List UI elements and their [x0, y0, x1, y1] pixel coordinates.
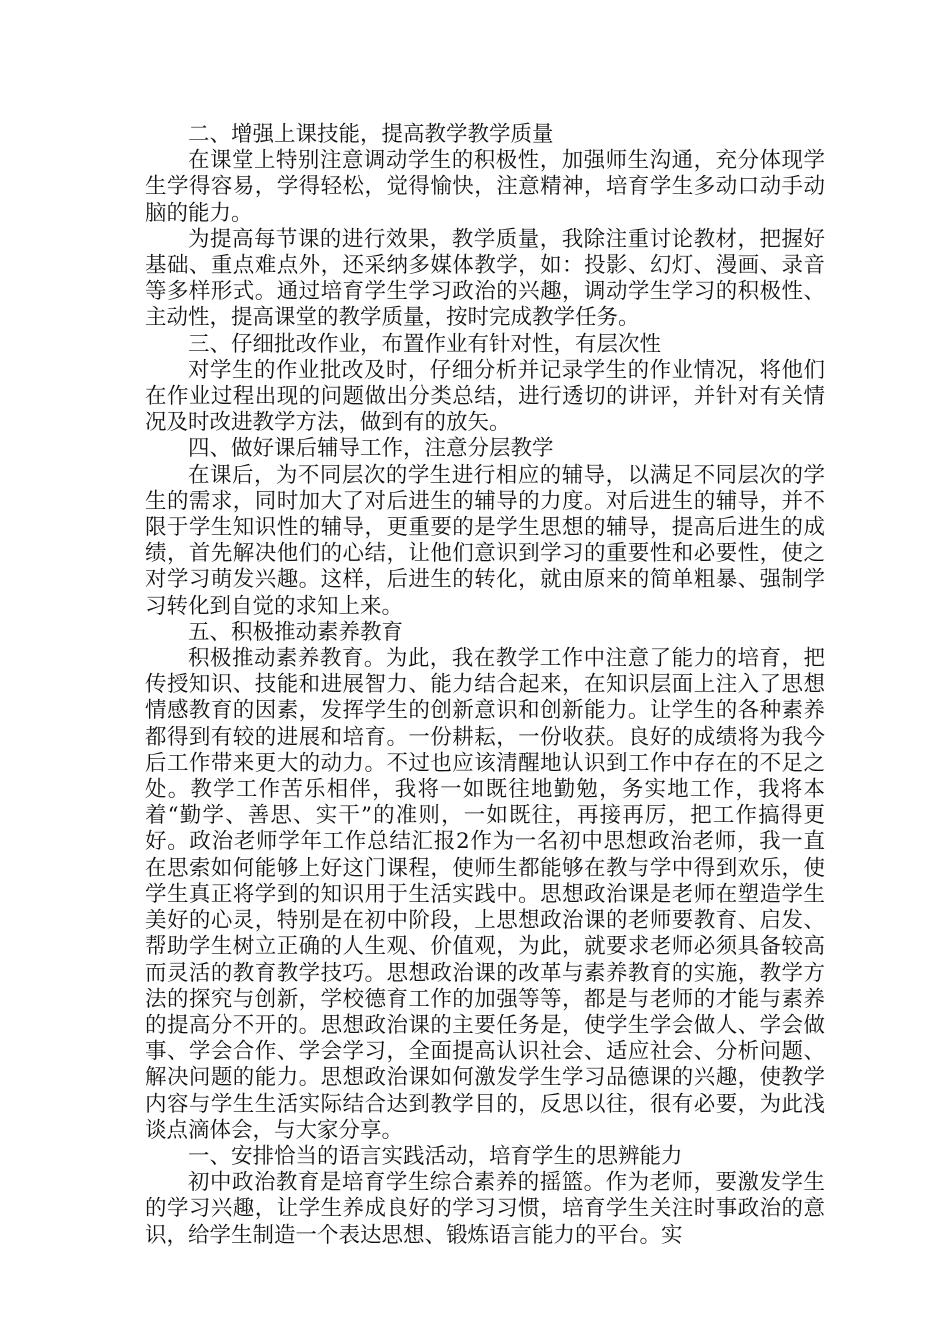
section-heading-1: 一、安排恰当的语言实践活动，培育学生的思辨能力 [188, 1143, 683, 1169]
paragraph: 在课堂上特别注意调动学生的积极性，加强师生沟通，充分体现学生学得容易，学得轻松，觉得愉快，注意精神，培育学生多动口动手动脑的能力。 [145, 148, 825, 226]
paragraph: 初中政治教育是培育学生综合素养的摇篮。作为老师，要激发学生的学习兴趣，让学生养成良好的学习习惯，培育学生关注时事政治的意识，给学生制造一个表达思想、锻炼语言能力的平台。实 [145, 1170, 825, 1248]
paragraph: 积极推动素养教育。为此，我在教学工作中注意了能力的培育，把传授知识、技能和进展智力、能力结合起来，在知识层面上注入了思想情感教育的因素，发挥学生的创新意识和创新能力。让学生的各种素养都得到有较的进展和培育。一份耕耘，一份收获。良好的成绩将为我今后工作带来更大的动力。不过也应该清醒地认识到工作中存在的不足之处。教学工作苦乐相伴，我将一如既往地勤勉，务实地工作，我将本着“勤学、善思、实干”的准则，一如既往，再接再厉，把工作搞得更好。政治老师学年工作总结汇报2作为一名初中思想政治老师，我一直在思索如何能够上好这门课程，使师生都能够在教与学中得到欢乐，使学生真正将学到的知识用于生活实践中。思想政治课是老师在塑造学生美好的心灵，特别是在初中阶段，上思想政治课的老师要教育、启发、帮助学生树立正确的人生观、价值观，为此，就要求老师必须具备较高而灵活的教育教学技巧。思想政治课的改革与素养教育的实施，教学方法的探究与创新，学校德育工作的加强等等，都是与老师的才能与素养的提高分不开的。思想政治课的主要任务是，使学生学会做人、学会做事、学会合作、学会学习，全面提高认识社会、适应社会、分析问题、解决问题的能力。思想政治课如何激发学生学习品德课的兴趣，使教学内容与学生生活实际结合达到教学目的，反思以往，很有必要，为此浅谈点滴体会，与大家分享。 [145, 646, 825, 1143]
paragraph: 在课后，为不同层次的学生进行相应的辅导，以满足不同层次的学生的需求，同时加大了对后进生的辅导的力度。对后进生的辅导，并不限于学生知识性的辅导，更重要的是学生思想的辅导，提高后进生的成绩，首先解决他们的心结，让他们意识到学习的重要性和必要性，使之对学习萌发兴趣。这样，后进生的转化，就由原来的简单粗暴、强制学习转化到自觉的求知上来。 [145, 462, 825, 619]
section-heading-2: 二、增强上课技能，提高教学教学质量 [188, 122, 554, 147]
paragraph: 为提高每节课的进行效果，教学质量，我除注重讨论教材，把握好基础、重点难点外，还采纳多媒体教学，如：投影、幻灯、漫画、录音等多样形式。通过培育学生学习政治的兴趣，调动学生学习的积极性、主动性，提高课堂的教学质量，按时完成教学任务。 [145, 226, 825, 331]
section-heading-5: 五、积极推动素养教育 [188, 619, 404, 645]
section-heading-4: 四、做好课后辅导工作，注意分层教学 [188, 436, 554, 462]
section-heading-3: 三、仔细批改作业，布置作业有针对性，有层次性 [188, 331, 662, 357]
paragraph: 对学生的作业批改及时，仔细分析并记录学生的作业情况，将他们在作业过程出现的问题做出分类总结，进行透切的讲评，并针对有关情况及时改进教学方法，做到有的放矢。 [145, 357, 825, 436]
document-page [145, 122, 825, 1249]
